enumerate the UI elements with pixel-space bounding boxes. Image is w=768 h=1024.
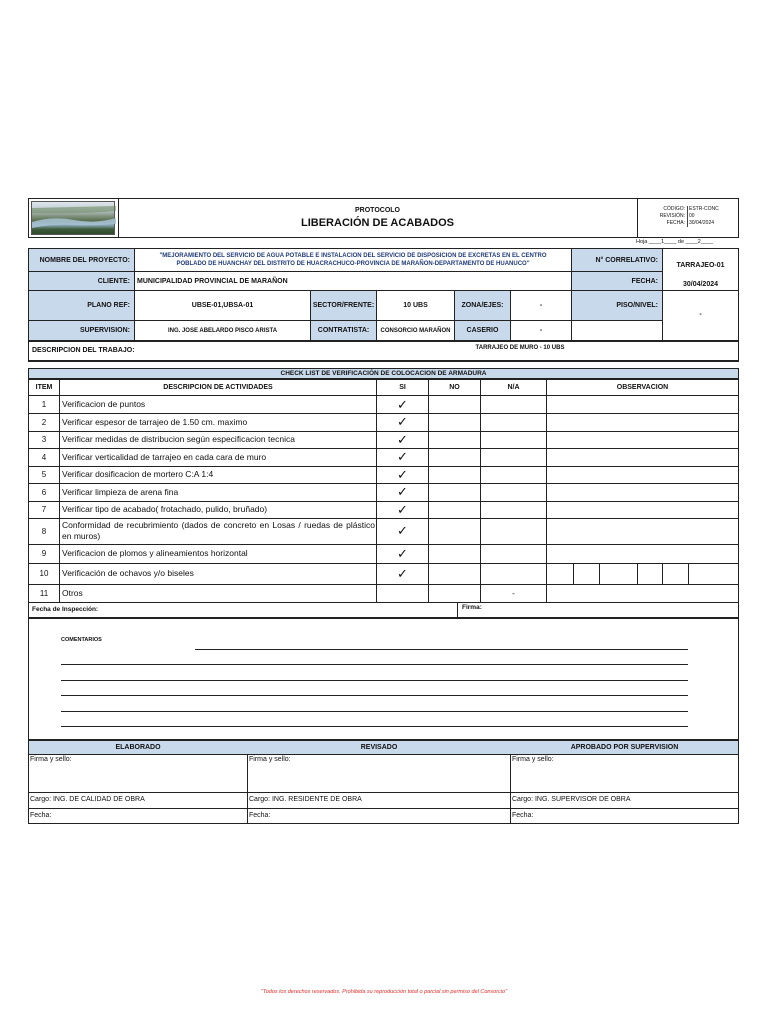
checklist-no-cell[interactable]: [429, 483, 480, 501]
revision-value: 00: [689, 213, 695, 219]
comentarios-box: [28, 618, 739, 740]
zona-label: ZONA/EJES:: [455, 291, 510, 320]
checklist-na-cell[interactable]: [481, 563, 546, 584]
checklist-item-description: Verificar dosificacion de mortero C:A 1:4: [62, 469, 214, 479]
checklist-no-cell[interactable]: [429, 448, 480, 466]
checklist-item-number: 9: [41, 549, 47, 558]
checklist-item-number: 7: [41, 505, 47, 514]
check-mark-icon[interactable]: ✓: [397, 565, 408, 581]
checklist-item-number: 8: [41, 526, 47, 536]
checklist-item-number: 3: [41, 435, 47, 444]
checklist-na-cell[interactable]: [481, 483, 546, 501]
checklist-observacion-cell[interactable]: [547, 518, 738, 544]
checklist-title: CHECK LIST DE VERIFICACIÓN DE COLOCACION DE ARMADURA: [28, 368, 739, 379]
checklist-item-description: Verificar limpieza de arena fina: [62, 486, 179, 497]
firma-label: Firma:: [462, 603, 482, 611]
checklist-na-cell[interactable]: [481, 544, 546, 563]
comentario-line: [61, 680, 688, 681]
check-mark-icon[interactable]: ✓: [397, 414, 408, 429]
check-mark-icon[interactable]: ✓: [397, 431, 408, 447]
revisado-cargo: Cargo: ING. RESIDENTE DE OBRA: [249, 796, 362, 803]
aprobado-fecha: Fecha:: [512, 812, 534, 819]
checklist-item-number: 5: [41, 470, 47, 479]
checklist-item-description: Otros: [62, 587, 83, 598]
caserio-label: CASERIO: [455, 321, 510, 340]
checklist-item-number: 11: [39, 588, 49, 598]
elaborado-firma: Firma y sello:: [30, 756, 72, 763]
correlativo-label: N° CORRELATIVO:: [572, 249, 662, 271]
page-counter: Hoja ____1____ de ____2____: [636, 239, 714, 245]
checklist-observacion-cell[interactable]: [547, 448, 738, 466]
sector-label: SECTOR/FRENTE:: [311, 291, 376, 320]
checklist-observacion-cell[interactable]: [547, 431, 738, 448]
checklist-item-description: Verificar medidas de distribucion según especificacion tecnica: [62, 434, 295, 444]
checklist-observacion-cell[interactable]: [547, 413, 738, 431]
checklist-observacion-cell[interactable]: [547, 584, 738, 602]
checklist-na-cell[interactable]: [481, 466, 546, 483]
nombre-proyecto-line1: "MEJORAMIENTO DEL SERVICIO DE AGUA POTABLE E INSTALACION DEL SERVICIO DE DISPOSICION DE EXCRETAS EN EL CENTRO: [159, 253, 547, 259]
checklist-no-cell[interactable]: [429, 584, 480, 602]
checklist-no-cell[interactable]: [429, 431, 480, 448]
aprobado-header: APROBADO POR SUPERVISION: [570, 744, 679, 751]
checklist-na-cell[interactable]: [481, 431, 546, 448]
checklist-item-description: Verificacion de puntos: [62, 399, 146, 409]
checklist-na-cell[interactable]: -: [512, 588, 515, 598]
checklist-item-number: 1: [41, 400, 47, 409]
fecha-value: 30/04/2024: [682, 280, 719, 288]
zona-value: -: [539, 302, 543, 309]
col-observacion-header: OBSERVACION: [616, 384, 669, 391]
descripcion-label: DESCRIPCION DEL TRABAJO:: [32, 346, 135, 354]
header-fecha-label: FECHA:: [666, 220, 685, 226]
checklist-item-description: Verificación de ochavos y/o biseles: [62, 568, 194, 578]
checklist-item-description: Conformidad de recubrimiento (dados de concreto en Losas / ruedas de plástico en muros): [62, 520, 375, 541]
correlativo-value: TARRAJEO-01: [676, 261, 725, 269]
comentario-line: [195, 649, 688, 650]
fecha-label: FECHA:: [572, 272, 662, 290]
revisado-firma: Firma y sello:: [249, 756, 291, 763]
elaborado-fecha: Fecha:: [30, 812, 52, 819]
check-mark-icon[interactable]: ✓: [397, 396, 408, 412]
nombre-proyecto-label: NOMBRE DEL PROYECTO:: [29, 249, 134, 271]
checklist-no-cell[interactable]: [429, 563, 480, 584]
contratista-label: CONTRATISTA:: [311, 321, 376, 340]
check-mark-icon[interactable]: ✓: [397, 545, 408, 561]
col-no-header: NO: [449, 384, 460, 391]
checklist-item-description: Verificacion de plomos y alineamientos horizontal: [62, 548, 248, 558]
checklist-item-number: 6: [41, 487, 47, 497]
document-title: LIBERACIÓN DE ACABADOS: [301, 217, 454, 229]
check-mark-icon[interactable]: ✓: [397, 466, 408, 482]
piso-value: -: [699, 310, 702, 318]
caserio-value: -: [539, 327, 543, 334]
checklist-observacion-cell[interactable]: [547, 501, 738, 518]
checklist-observacion-cell[interactable]: [547, 396, 738, 413]
comentario-line: [61, 664, 688, 665]
checklist-item-number: 4: [41, 452, 47, 462]
checklist-item-description: Verificar verticalidad de tarrajeo en cada cara de muro: [62, 451, 267, 462]
codigo-label: CÓDIGO:: [663, 206, 685, 212]
cliente-label: CLIENTE:: [29, 272, 134, 290]
check-mark-icon[interactable]: ✓: [397, 484, 408, 499]
checklist-no-cell[interactable]: [429, 518, 480, 544]
nombre-proyecto-value: [135, 249, 571, 271]
checklist-no-cell[interactable]: [429, 413, 480, 431]
checklist-na-cell[interactable]: [481, 448, 546, 466]
checklist-observacion-cell[interactable]: [547, 563, 738, 584]
revisado-fecha: Fecha:: [249, 812, 271, 819]
piso-label: PISO/NIVEL:: [572, 291, 662, 320]
aprobado-cargo: Cargo: ING. SUPERVISOR DE OBRA: [512, 796, 631, 803]
col-descripcion-header: DESCRIPCION DE ACTIVIDADES: [163, 384, 273, 391]
plano-label: PLANO REF:: [29, 291, 134, 320]
checklist-item-number: 2: [41, 417, 47, 427]
cliente-value: MUNICIPALIDAD PROVINCIAL DE MARAÑON: [137, 277, 288, 285]
comentario-line: [61, 711, 688, 712]
checklist-na-cell[interactable]: [481, 396, 546, 413]
codigo-value: ESTR-CONC: [689, 206, 719, 212]
descripcion-value: TARRAJEO DE MURO - 10 UBS: [475, 345, 565, 351]
sector-value: 10 UBS: [403, 302, 428, 309]
protocolo-label: PROTOCOLO: [355, 206, 400, 214]
col-si-header: SI: [399, 384, 406, 391]
revisado-header: REVISADO: [360, 744, 398, 751]
comentarios-label: COMENTARIOS: [61, 637, 102, 643]
aprobado-firma: Firma y sello:: [512, 756, 554, 763]
check-mark-icon[interactable]: ✓: [397, 501, 408, 517]
document-code-block: [640, 206, 736, 232]
check-mark-icon[interactable]: ✓: [397, 449, 408, 464]
checklist-no-cell[interactable]: [429, 466, 480, 483]
checklist-no-cell[interactable]: [429, 396, 480, 413]
supervision-value: ING. JOSE ABELARDO PISCO ARISTA: [167, 327, 278, 334]
checklist-observacion-cell[interactable]: [547, 483, 738, 501]
checklist-item-number: 10: [39, 569, 49, 578]
checklist-no-cell[interactable]: [429, 544, 480, 563]
comentario-line: [61, 695, 688, 696]
check-mark-icon[interactable]: [377, 584, 428, 602]
contratista-value: CONSORCIO MARAÑON: [380, 327, 451, 334]
checklist-observacion-cell[interactable]: [547, 544, 738, 563]
checklist-na-cell[interactable]: [481, 518, 546, 544]
revision-label: REVISIÓN:: [659, 213, 685, 219]
check-mark-icon[interactable]: ✓: [397, 523, 408, 538]
plano-value: UBSE-01,UBSA-01: [191, 302, 254, 309]
checklist-no-cell[interactable]: [429, 501, 480, 518]
header-fecha-value: 30/04/2024: [689, 220, 715, 226]
col-item-header: ITEM: [35, 384, 53, 391]
supervision-label: SUPERVISION:: [29, 321, 134, 340]
checklist-na-cell[interactable]: [481, 413, 546, 431]
river-illustration-icon: [32, 202, 116, 236]
checklist-item-description: Verificar espesor de tarrajeo de 1.50 cm. maximo: [62, 416, 248, 427]
checklist-item-description: Verificar tipo de acabado( frotachado, pulido, bruñado): [62, 504, 268, 514]
footer-notice: "Todos los derechos reservados. Prohibida su reproducción total o parcial sin permiso del Consorcio": [260, 989, 508, 995]
checklist-na-cell[interactable]: [481, 501, 546, 518]
col-na-header: N/A: [507, 384, 520, 391]
nombre-proyecto-line2: POBLADO DE HUANCHAY DEL DISTRITO DE HUACRACHUCO-PROVINCIA DE MARAÑON-DEPARTAMENTO DE HUANUCO": [176, 261, 530, 267]
elaborado-cargo: Cargo: ING. DE CALIDAD DE OBRA: [30, 796, 145, 803]
fecha-inspeccion-label: Fecha de Inspección:: [32, 606, 99, 613]
river-logo-image: [31, 201, 115, 235]
elaborado-header: ELABORADO: [115, 744, 161, 751]
comentario-line: [61, 726, 688, 727]
checklist-observacion-cell[interactable]: [547, 466, 738, 483]
